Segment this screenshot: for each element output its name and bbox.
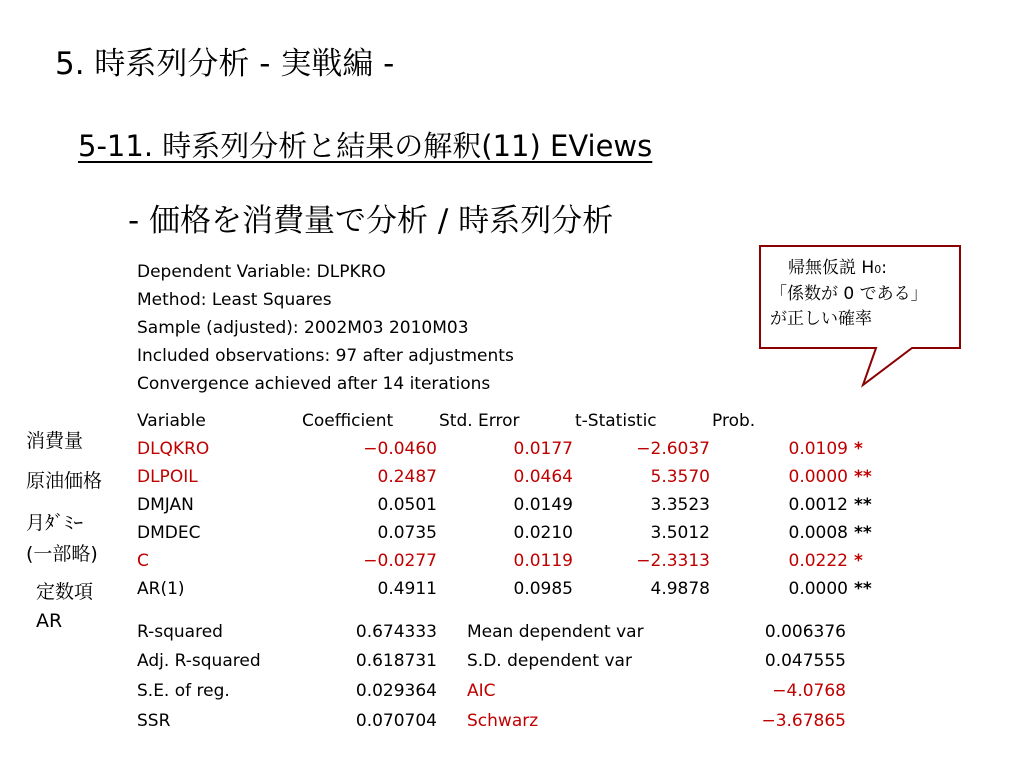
slide-title: 5. 時系列分析 - 実戦編 - (55, 46, 395, 82)
cell-variable: AR(1) (137, 579, 185, 599)
info-sample: Sample (adjusted): 2002M03 2010M03 (137, 318, 469, 338)
cell-significance: * (854, 551, 863, 571)
cell-std-error: 0.0210 (513, 523, 573, 543)
cell-significance: ** (854, 495, 872, 515)
stat-value: 0.674333 (355, 622, 437, 642)
cell-variable: DMDEC (137, 523, 201, 543)
col-header-std-error: Std. Error (439, 411, 520, 431)
cell-std-error: 0.0985 (513, 579, 573, 599)
cell-std-error: 0.0464 (513, 467, 573, 487)
cell-prob: 0.0012 (788, 495, 848, 515)
cell-prob: 0.0000 (788, 467, 848, 487)
stat-label: R-squared (137, 622, 223, 642)
side-label-month-dummy: 月ﾀﾞﾐｰ (26, 512, 84, 534)
stat-label: Adj. R-squared (137, 651, 261, 671)
cell-std-error: 0.0177 (513, 439, 573, 459)
col-header-variable: Variable (137, 411, 206, 431)
cell-prob: 0.0222 (788, 551, 848, 571)
cell-significance: ** (854, 579, 872, 599)
section-heading: - 価格を消費量で分析 / 時系列分析 (128, 203, 614, 239)
col-header-t-statistic: t-Statistic (575, 411, 657, 431)
stat-label-2: Mean dependent var (467, 622, 644, 642)
cell-t-statistic: 4.9878 (650, 579, 710, 599)
cell-coefficient: 0.4911 (377, 579, 437, 599)
stat-value: 0.618731 (355, 651, 437, 671)
cell-significance: ** (854, 523, 872, 543)
info-method: Method: Least Squares (137, 290, 332, 310)
cell-coefficient: 0.2487 (377, 467, 437, 487)
info-dependent-variable: Dependent Variable: DLPKRO (137, 262, 386, 282)
stat-value-2: −3.67865 (761, 711, 846, 731)
stat-label: S.E. of reg. (137, 681, 230, 701)
stat-value: 0.029364 (355, 681, 437, 701)
stat-label-2: AIC (467, 681, 496, 701)
stat-value-2: 0.006376 (764, 622, 846, 642)
cell-t-statistic: −2.3313 (636, 551, 710, 571)
cell-variable: DMJAN (137, 495, 194, 515)
cell-prob: 0.0109 (788, 439, 848, 459)
cell-std-error: 0.0119 (513, 551, 573, 571)
info-observations: Included observations: 97 after adjustments (137, 346, 514, 366)
cell-coefficient: −0.0460 (363, 439, 437, 459)
stat-value-2: 0.047555 (764, 651, 846, 671)
slide-subtitle: 5-11. 時系列分析と結果の解釈(11) EViews (78, 129, 653, 163)
col-header-coefficient: Coefficient (302, 411, 394, 431)
stat-value: 0.070704 (355, 711, 437, 731)
side-label-consumption: 消費量 (26, 430, 84, 452)
cell-t-statistic: 3.3523 (650, 495, 710, 515)
info-convergence: Convergence achieved after 14 iterations (137, 374, 491, 394)
stat-label-2: Schwarz (467, 711, 539, 731)
cell-t-statistic: 5.3570 (650, 467, 710, 487)
side-label-constant: 定数項 (36, 581, 94, 603)
cell-t-statistic: −2.6037 (636, 439, 710, 459)
cell-coefficient: 0.0501 (377, 495, 437, 515)
stat-value-2: −4.0768 (772, 681, 846, 701)
cell-t-statistic: 3.5012 (650, 523, 710, 543)
cell-coefficient: −0.0277 (363, 551, 437, 571)
cell-variable: DLQKRO (137, 439, 210, 459)
cell-std-error: 0.0149 (513, 495, 573, 515)
side-label-oil-price: 原油価格 (26, 470, 103, 492)
cell-coefficient: 0.0735 (377, 523, 437, 543)
col-header-prob: Prob. (712, 411, 756, 431)
side-label-partial: (一部略) (26, 543, 98, 565)
stat-label-2: S.D. dependent var (467, 651, 632, 671)
callout-text: 帰無仮説 H0: 「係数が 0 である」 が正しい確率 (770, 258, 928, 329)
cell-significance: ** (854, 467, 872, 487)
side-label-ar: AR (36, 610, 63, 632)
stat-label: SSR (137, 711, 171, 731)
cell-variable: DLPOIL (137, 467, 198, 487)
cell-prob: 0.0000 (788, 579, 848, 599)
cell-prob: 0.0008 (788, 523, 848, 543)
cell-significance: * (854, 439, 863, 459)
cell-variable: C (137, 551, 149, 571)
